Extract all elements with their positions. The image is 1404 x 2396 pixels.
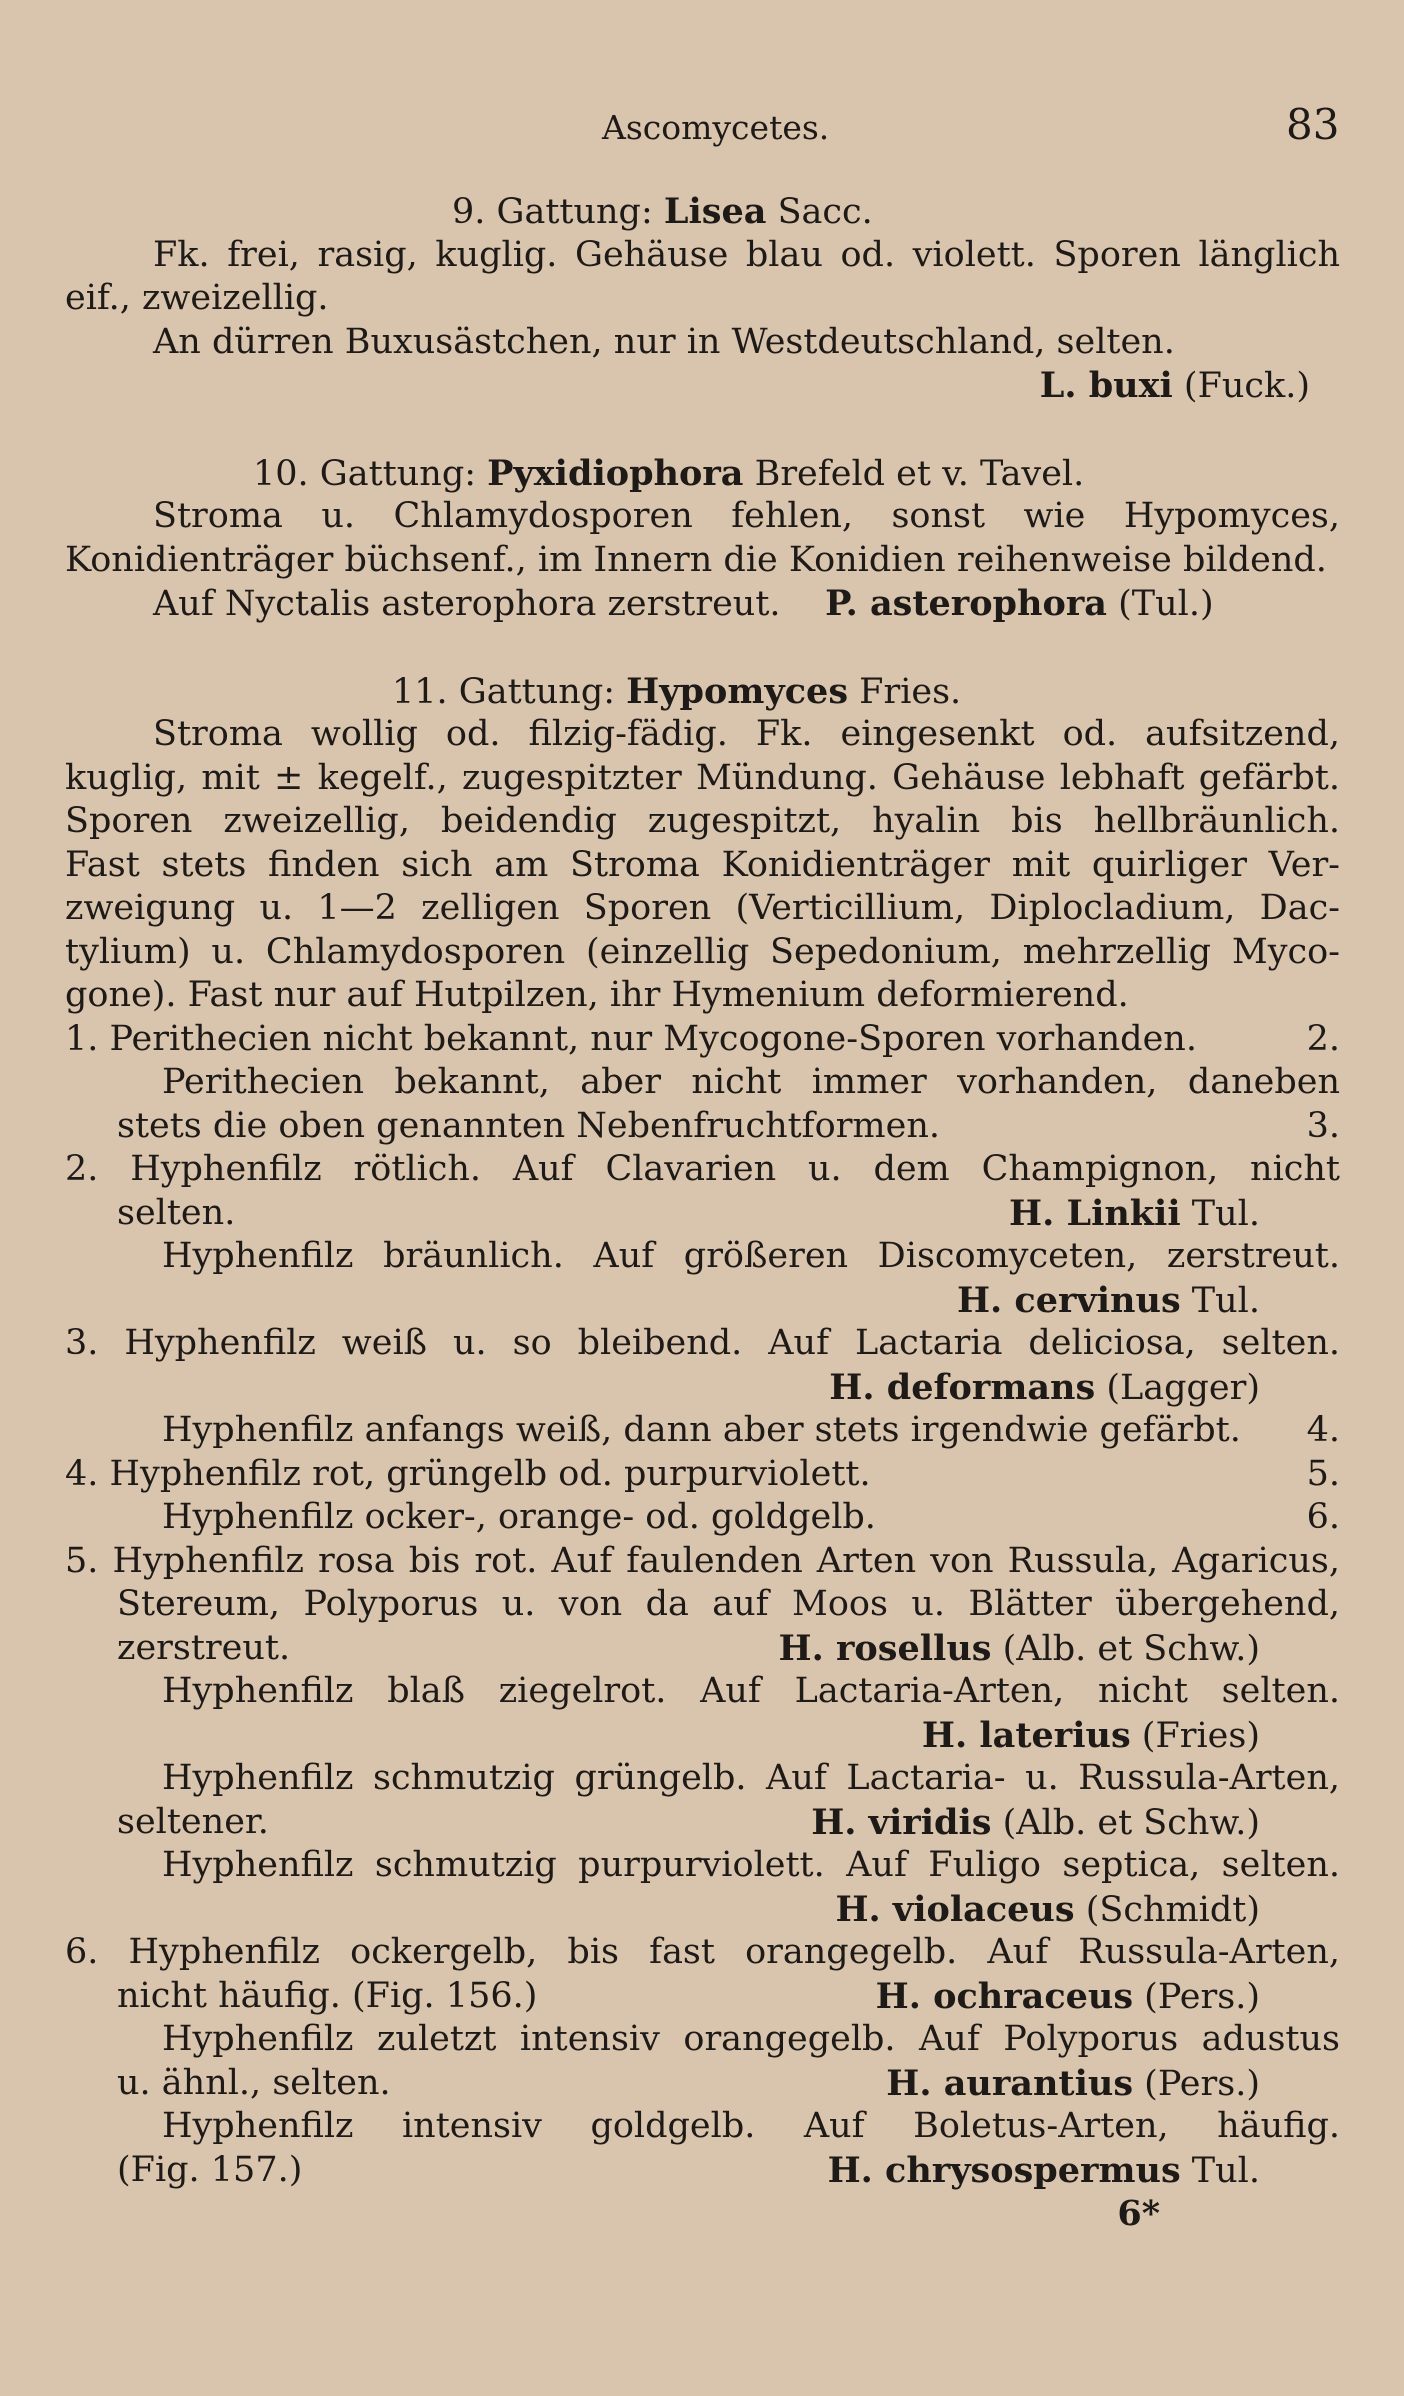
- species-entry: H. violaceus (Schmidt): [835, 1888, 1260, 1930]
- key-couplet-6b: Hyphenfilz zuletzt intensiv orangegelb. Auf Polyporus adustus: [162, 2019, 1340, 2059]
- signature-mark: 6*: [1117, 2193, 1160, 2234]
- key-couplet-2a: selten. H. Linkii Tul.: [117, 1192, 1260, 1234]
- key-couplet-6c: Hyphenfilz intensiv goldgelb. Auf Boletus-Arten, häufig.: [162, 2106, 1340, 2146]
- key-couplet-5d: Hyphenfilz schmutzig purpurviolett. Auf Fuligo septica, selten.: [162, 1845, 1340, 1885]
- genus-description: Stroma u. Chlamydosporen fehlen, sonst wie Hypomyces,: [153, 496, 1340, 536]
- key-couplet-3a: 3. Hyphenfilz weiß u. so bleibend. Auf Lactaria deliciosa, selten.: [65, 1323, 1340, 1363]
- page-header: [0, 100, 1404, 160]
- key-couplet-5a: Stereum, Polyporus u. von da auf Moos u. Blätter übergehend,: [117, 1584, 1340, 1624]
- key-couplet-4a: 4. Hyphenfilz rot, grüngelb od. purpurviolett. 5.: [65, 1453, 1340, 1494]
- species-entry: Auf Nyctalis asterophora zerstreut. P. asterophora (Tul.): [153, 583, 1214, 624]
- species-entry: H. deformans (Lagger): [829, 1366, 1260, 1408]
- key-couplet-5c: seltener. H. viridis (Alb. et Schw.): [117, 1801, 1260, 1843]
- key-couplet-6b: u. ähnl., selten. H. aurantius (Pers.): [117, 2062, 1260, 2104]
- genus-description: Sporen zweizellig, beidendig zugespitzt, hyalin bis hellbräunlich.: [65, 801, 1340, 841]
- key-couplet-6c: (Fig. 157.) H. chrysospermus Tul.: [117, 2149, 1260, 2191]
- key-couplet-1b: Perithecien bekannt, aber nicht immer vorhanden, daneben: [162, 1062, 1340, 1102]
- genus-description: eif., zweizellig.: [65, 278, 329, 318]
- key-couplet-6a: 6. Hyphenfilz ockergelb, bis fast orangegelb. Auf Russula-Arten,: [65, 1932, 1340, 1972]
- key-couplet-2b: Hyphenfilz bräunlich. Auf größeren Discomyceten, zerstreut.: [162, 1236, 1340, 1276]
- key-couplet-1a: 1. Perithecien nicht bekannt, nur Mycogone-Sporen vorhanden. 2.: [65, 1018, 1340, 1059]
- key-couplet-5b: Hyphenfilz blaß ziegelrot. Auf Lactaria-Arten, nicht selten.: [162, 1671, 1340, 1711]
- genus-description: Konidienträger büchsenf., im Innern die Konidien reihenweise bildend.: [65, 539, 1327, 580]
- genus-description: gone). Fast nur auf Hutpilzen, ihr Hymenium deformierend.: [65, 975, 1129, 1015]
- habitat-text: An dürren Buxusästchen, nur in Westdeutschland, selten.: [153, 321, 1175, 362]
- genus-heading-hypomyces: 11. Gattung: Hypomyces Fries.: [392, 670, 962, 712]
- running-head: Ascomycetes.: [602, 108, 830, 147]
- species-entry: L. buxi (Fuck.): [1039, 365, 1310, 406]
- species-entry: H. cervinus Tul.: [956, 1279, 1260, 1321]
- page-number: 83: [1286, 100, 1340, 149]
- genus-description: Fast stets finden sich am Stroma Konidienträger mit quirliger Ver-: [65, 844, 1340, 885]
- genus-description: kuglig, mit ± kegelf., zugespitzter Mündung. Gehäuse lebhaft gefärbt.: [65, 757, 1340, 798]
- species-entry: H. laterius (Fries): [921, 1714, 1260, 1756]
- key-couplet-4b: Hyphenfilz ocker-, orange- od. goldgelb. 6.: [162, 1497, 1340, 1537]
- key-couplet-2a: 2. Hyphenfilz rötlich. Auf Clavarien u. dem Champignon, nicht: [65, 1149, 1340, 1189]
- key-couplet-5a: zerstreut. H. rosellus (Alb. et Schw.): [117, 1627, 1260, 1669]
- genus-heading-pyxidiophora: 10. Gattung: Pyxidiophora Brefeld et v. Tavel.: [253, 452, 1085, 494]
- key-couplet-1b: stets die oben genannten Nebenfruchtformen. 3.: [117, 1105, 1340, 1146]
- genus-description: Stroma wollig od. filzig-fädig. Fk. eingesenkt od. aufsitzend,: [153, 714, 1340, 754]
- key-couplet-3b: Hyphenfilz anfangs weiß, dann aber stets irgendwie gefärbt. 4.: [162, 1410, 1340, 1450]
- key-couplet-5c: Hyphenfilz schmutzig grüngelb. Auf Lactaria- u. Russula-Arten,: [162, 1758, 1340, 1798]
- genus-heading-lisea: 9. Gattung: Lisea Sacc.: [452, 191, 873, 232]
- key-couplet-5a: 5. Hyphenfilz rosa bis rot. Auf faulenden Arten von Russula, Agaricus,: [65, 1540, 1340, 1581]
- genus-description: Fk. frei, rasig, kuglig. Gehäuse blau od. violett. Sporen länglich: [153, 234, 1340, 275]
- key-couplet-6a: nicht häufig. (Fig. 156.) H. ochraceus (Pers.): [117, 1975, 1260, 2017]
- genus-description: zweigung u. 1—2 zelligen Sporen (Verticillium, Diplocladium, Dac-: [65, 888, 1340, 928]
- page-body: [65, 190, 1340, 2236]
- genus-description: tylium) u. Chlamydosporen (einzellig Sepedonium, mehrzellig Myco-: [65, 931, 1340, 972]
